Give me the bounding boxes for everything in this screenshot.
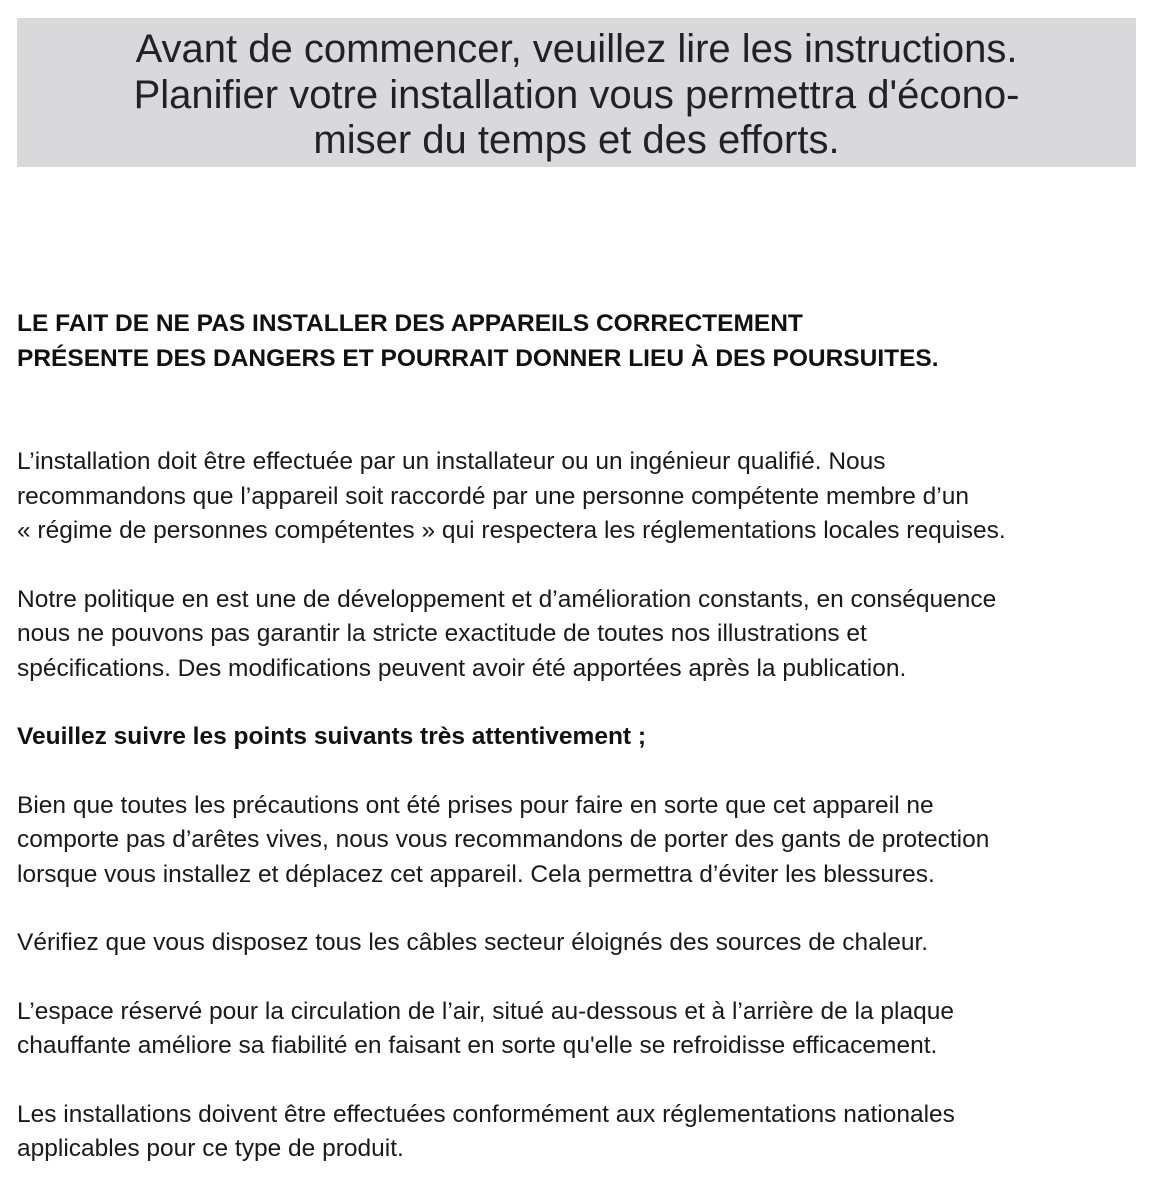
text-line: Vérifiez que vous disposez tous les câbles secteur éloignés des sources de chaleur. bbox=[17, 929, 929, 956]
paragraph-follow-points-heading bbox=[17, 720, 1142, 755]
text-line: L’espace réservé pour la circulation de l’air, situé au-dessous et à l’arrière de la plaque bbox=[17, 997, 954, 1025]
text-line: spécifications. Des modifications peuvent avoir été apportées après la publication. bbox=[17, 654, 907, 682]
text-line: « régime de personnes compétentes » qui respectera les réglementations locales requises. bbox=[17, 517, 1006, 544]
text-line: Bien que toutes les précautions ont été prises pour faire en sorte que cet appareil ne bbox=[17, 791, 934, 819]
banner-line: Avant de commencer, veuillez lire les instructions. bbox=[135, 27, 1018, 71]
instructions-banner bbox=[17, 18, 1136, 167]
text-line: lorsque vous installez et déplacez cet appareil. Cela permettra d’éviter les blessures. bbox=[17, 860, 935, 888]
paragraph-policy bbox=[17, 583, 1142, 687]
warning-line: LE FAIT DE NE PAS INSTALLER DES APPAREILS CORRECTEMENT bbox=[17, 310, 803, 337]
text-line: nous ne pouvons pas garantir la stricte exactitude de toutes nos illustrations et bbox=[17, 620, 867, 647]
text-line: chauffante améliore sa fiabilité en faisant en sorte qu'elle se refroidisse efficacement. bbox=[17, 1032, 938, 1059]
text-line: Veuillez suivre les points suivants très attentivement ; bbox=[17, 723, 647, 750]
banner-line: Planifier votre installation vous permettra d'écono- bbox=[133, 72, 1020, 117]
text-line: recommandons que l’appareil soit raccordé par une personne compétente membre d’un bbox=[17, 482, 969, 510]
paragraph-national-regulations bbox=[17, 1098, 1142, 1167]
paragraph-protective-gloves bbox=[17, 789, 1142, 893]
warning-line: PRÉSENTE DES DANGERS ET POURRAIT DONNER LIEU À DES POURSUITES. bbox=[17, 344, 939, 372]
banner-line: miser du temps et des efforts. bbox=[313, 118, 840, 162]
safety-warning-heading bbox=[17, 307, 1137, 376]
paragraph-air-circulation bbox=[17, 995, 1142, 1064]
text-line: Les installations doivent être effectuées conformément aux réglementations nationales bbox=[17, 1100, 955, 1128]
text-line: L’installation doit être effectuée par un installateur ou un ingénieur qualifié. Nous bbox=[17, 448, 886, 475]
text-line: applicables pour ce type de produit. bbox=[17, 1135, 404, 1162]
body-text bbox=[17, 445, 1142, 1201]
text-line: Notre politique en est une de développement et d’amélioration constants, en conséquence bbox=[17, 585, 997, 613]
paragraph-qualified-installer bbox=[17, 445, 1142, 549]
text-line: comporte pas d’arêtes vives, nous vous recommandons de porter des gants de protection bbox=[17, 826, 990, 853]
paragraph-mains-cables bbox=[17, 926, 1142, 961]
